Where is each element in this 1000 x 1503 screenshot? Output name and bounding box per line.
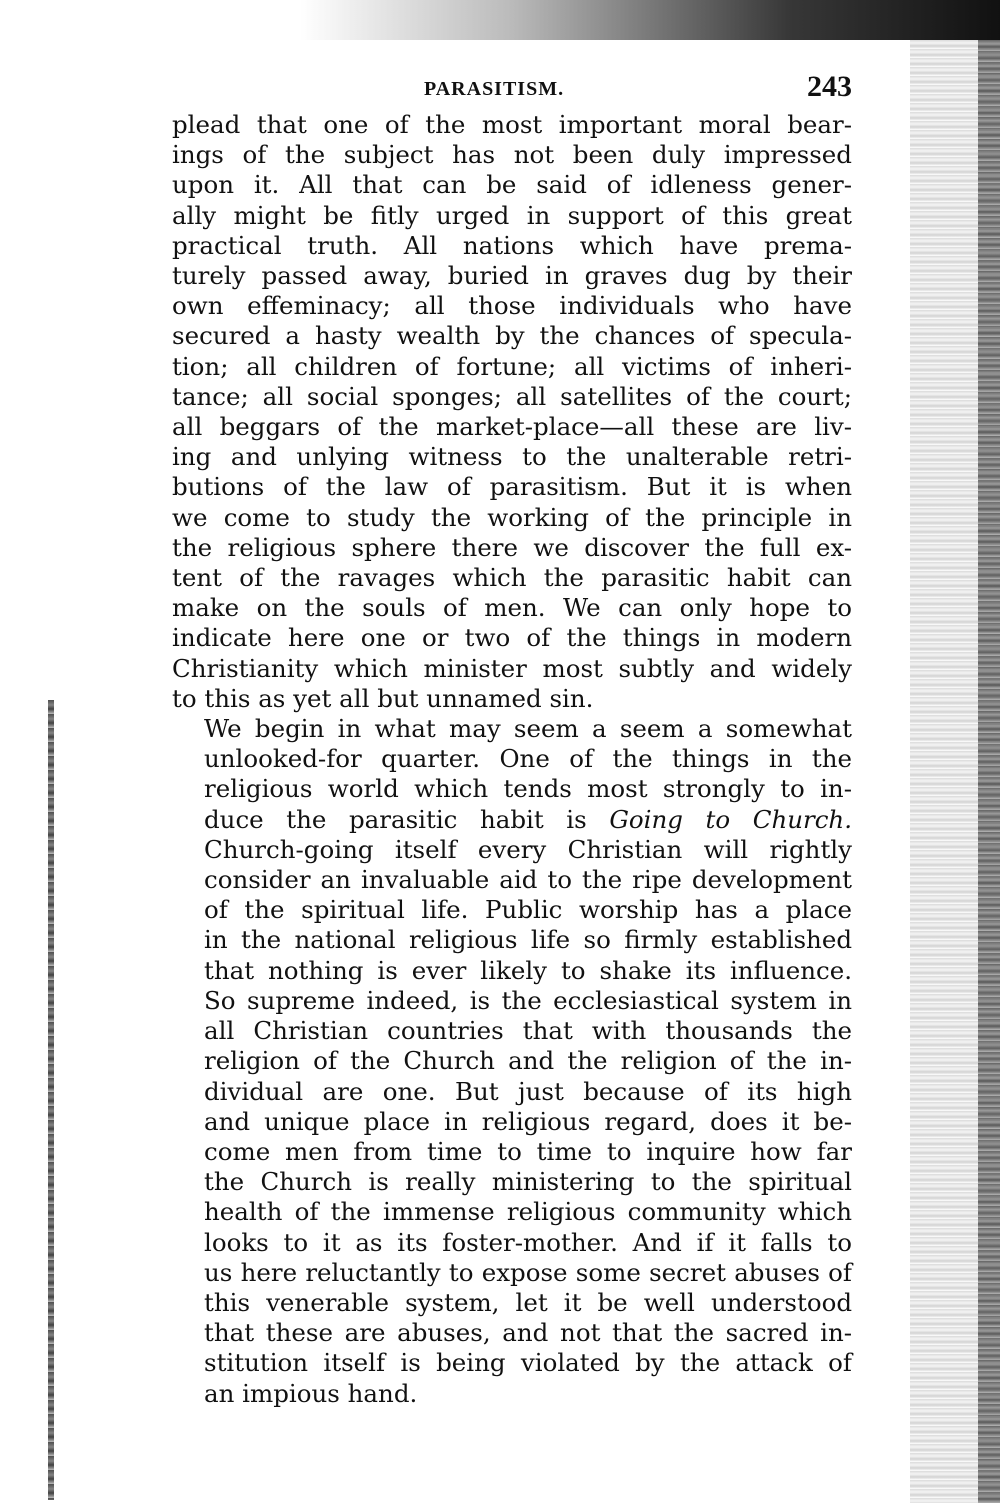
text-line: we come to study the working of the principle in bbox=[172, 502, 852, 532]
scan-edge-left bbox=[48, 700, 54, 1500]
text-line: an impious hand. bbox=[204, 1378, 418, 1408]
text-line: this venerable system, let it be well understood bbox=[204, 1287, 852, 1317]
text-line: us here reluctantly to expose some secret abuses of bbox=[204, 1257, 852, 1287]
text-line: We begin in what may seem a seem a somewhat bbox=[204, 714, 852, 744]
text-line: secured a hasty wealth by the chances of specula- bbox=[172, 321, 852, 351]
text-line: plead that one of the most important moral bear- bbox=[172, 110, 852, 139]
text-line: dividual are one. But just because of its high bbox=[204, 1076, 852, 1106]
text-run: duce the parasitic habit is bbox=[204, 804, 610, 834]
text-line: ally might be fitly urged in support of this great bbox=[172, 200, 852, 230]
page-number: 243 bbox=[807, 70, 852, 103]
emphasized-phrase: Going to Church. bbox=[609, 804, 852, 834]
text-line: come men from time to time to inquire how far bbox=[204, 1136, 852, 1166]
text-line: turely passed away, buried in graves dug by their bbox=[172, 261, 852, 291]
text-line: to this as yet all but unnamed sin. bbox=[172, 683, 594, 713]
text-line: health of the immense religious community which bbox=[204, 1197, 852, 1227]
text-line: of the spiritual life. Public worship has a place bbox=[204, 895, 852, 925]
text-line: butions of the law of parasitism. But it is when bbox=[172, 472, 852, 502]
text-line: religion of the Church and the religion of the in- bbox=[204, 1046, 852, 1076]
scan-edge-right bbox=[978, 40, 1000, 1503]
text-line: So supreme indeed, is the ecclesiastical system in bbox=[204, 985, 852, 1015]
text-line: the religious sphere there we discover the full ex- bbox=[172, 532, 852, 562]
text-line: and unique place in religious regard, does it be- bbox=[204, 1106, 852, 1136]
text-line bbox=[172, 805, 852, 835]
text-line: looks to it as its foster-mother. And if it falls to bbox=[204, 1227, 852, 1257]
text-line: that nothing is ever likely to shake its influence. bbox=[204, 955, 852, 985]
text-line: the Church is really ministering to the spiritual bbox=[204, 1167, 852, 1197]
book-page bbox=[172, 70, 852, 1409]
text-line: stitution itself is being violated by the attack of bbox=[204, 1348, 852, 1378]
scan-shadow-top bbox=[300, 0, 1000, 40]
text-line: make on the souls of men. We can only hope to bbox=[172, 593, 852, 623]
text-line: tance; all social sponges; all satellites of the court; bbox=[172, 381, 852, 411]
text-line: unlooked-for quarter. One of the things in the bbox=[204, 744, 852, 774]
paragraph-1 bbox=[172, 110, 852, 714]
text-line: upon it. All that can be said of idleness gener- bbox=[172, 170, 852, 200]
page-header bbox=[172, 70, 852, 110]
text-line: that these are abuses, and not that the sacred in- bbox=[204, 1318, 852, 1348]
text-line: indicate here one or two of the things in modern bbox=[172, 623, 852, 653]
text-line: Church-going itself every Christian will rightly bbox=[204, 834, 852, 864]
text-line: own effeminacy; all those individuals who have bbox=[172, 291, 852, 321]
text-line: ings of the subject has not been duly impressed bbox=[172, 140, 852, 170]
paragraph-2 bbox=[172, 714, 852, 1409]
text-line: tent of the ravages which the parasitic habit can bbox=[172, 563, 852, 593]
text-line: in the national religious life so firmly established bbox=[204, 925, 852, 955]
text-line: tion; all children of fortune; all victims of inheri- bbox=[172, 351, 852, 381]
text-line: consider an invaluable aid to the ripe development bbox=[204, 865, 852, 895]
running-head: PARASITISM. bbox=[424, 78, 565, 100]
text-line: religious world which tends most strongly to in- bbox=[204, 774, 852, 804]
text-line: Christianity which minister most subtly and widely bbox=[172, 653, 852, 683]
text-line: practical truth. All nations which have prema- bbox=[172, 230, 852, 260]
text-line: all beggars of the market-place—all these are liv- bbox=[172, 412, 852, 442]
text-line: ing and unlying witness to the unalterable retri- bbox=[172, 442, 852, 472]
text-line: all Christian countries that with thousands the bbox=[204, 1016, 852, 1046]
